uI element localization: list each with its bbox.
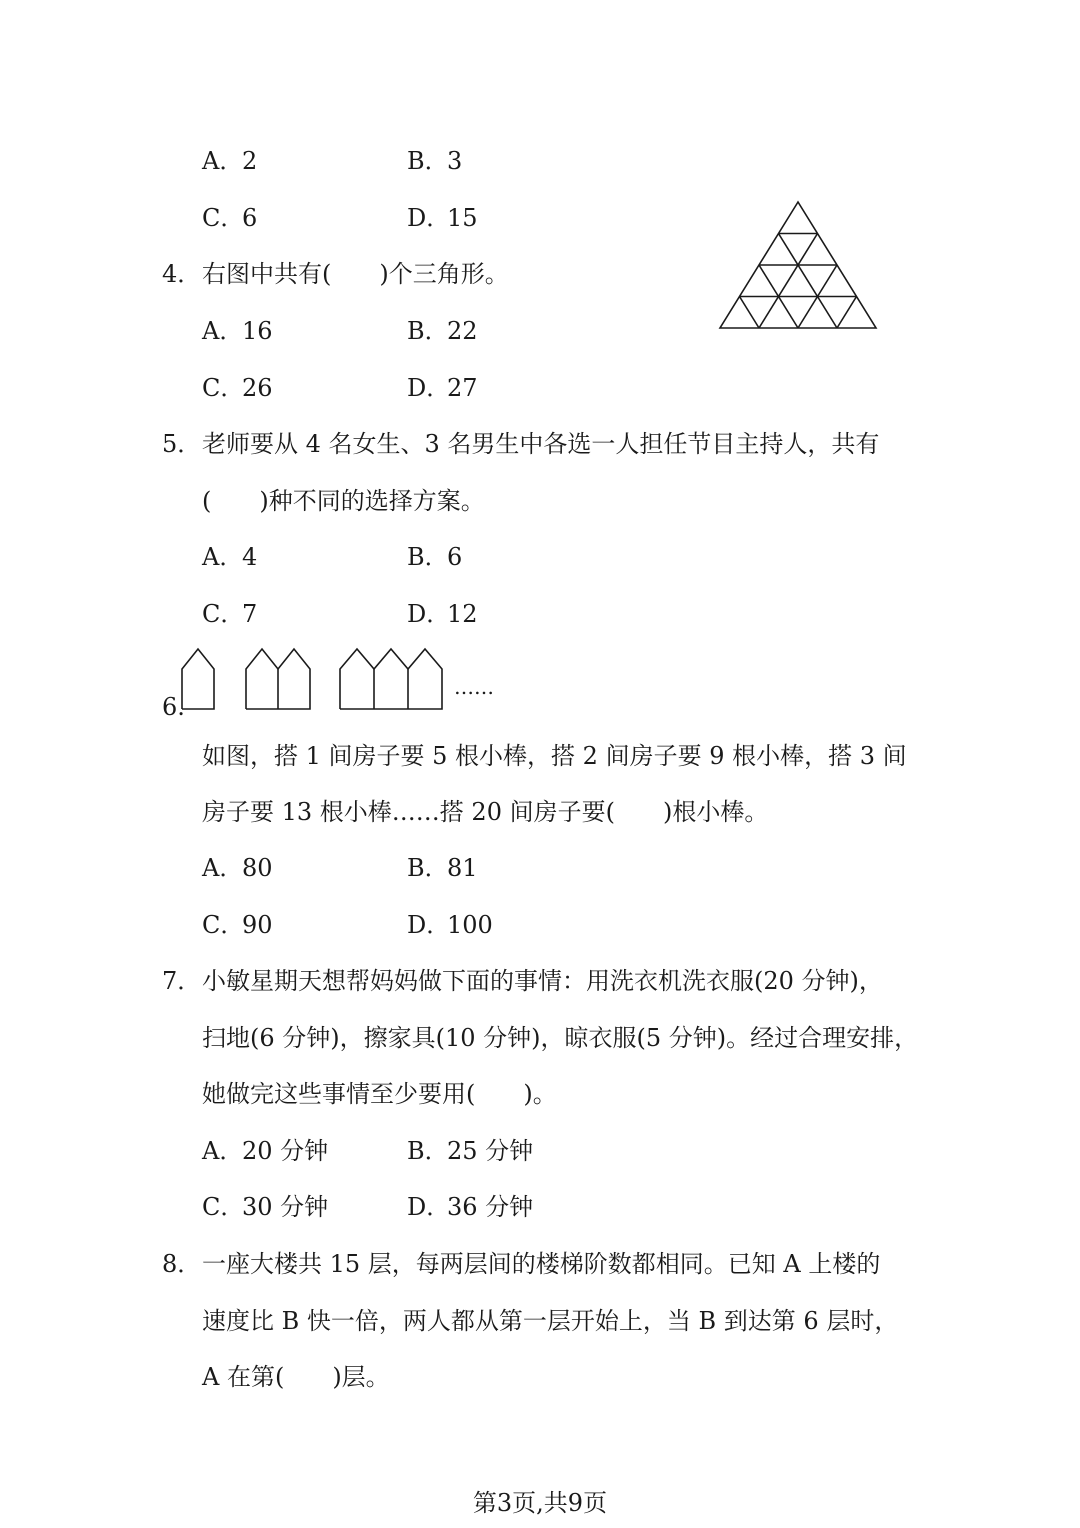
q7-option-b: B．25 分钟	[407, 1137, 534, 1165]
q5-stem-line2: ( )种不同的选择方案。	[202, 487, 485, 515]
page-footer: 第3页,共9页	[472, 1489, 608, 1517]
triangle-grid-figure	[718, 200, 878, 332]
q7-option-c: C．30 分钟	[202, 1193, 329, 1221]
q3-option-b: B．3	[407, 147, 463, 175]
q5-stem-line1: 5．老师要从 4 名女生、3 名男生中各选一人担任节目主持人，共有	[162, 430, 880, 458]
q7-stem-line3: 她做完这些事情至少要用( )。	[202, 1080, 557, 1108]
houses-figure	[178, 645, 448, 713]
q4-option-a: A．16	[202, 317, 273, 345]
q8-stem-line1: 8．一座大楼共 15 层，每两层间的楼梯阶数都相同。已知 A 上楼的	[162, 1250, 881, 1278]
q8-stem-line3: A 在第( )层。	[202, 1363, 390, 1391]
q3-option-d: D．15	[407, 204, 478, 232]
q6-stem-line2: 房子要 13 根小棒……搭 20 间房子要( )根小棒。	[202, 798, 769, 826]
q3-option-a: A．2	[202, 147, 258, 175]
q5-option-c: C．7	[202, 600, 258, 628]
q7-option-d: D．36 分钟	[407, 1193, 534, 1221]
q7-stem-line2: 扫地(6 分钟)，擦家具(10 分钟)，晾衣服(5 分钟)。经过合理安排，	[202, 1024, 919, 1052]
q8-stem-line2: 速度比 B 快一倍，两人都从第一层开始上，当 B 到达第 6 层时，	[202, 1307, 899, 1335]
q4-stem: 4．右图中共有( )个三角形。	[162, 260, 509, 288]
q4-option-c: C．26	[202, 374, 273, 402]
q6-option-d: D．100	[407, 911, 493, 939]
q4-option-b: B．22	[407, 317, 478, 345]
q6-option-c: C．90	[202, 911, 273, 939]
q5-option-a: A．4	[202, 543, 258, 571]
q6-option-b: B．81	[407, 854, 478, 882]
q7-stem-line1: 7．小敏星期天想帮妈妈做下面的事情：用洗衣机洗衣服(20 分钟)，	[162, 967, 883, 995]
q6-option-a: A．80	[202, 854, 273, 882]
q5-option-b: B．6	[407, 543, 463, 571]
q7-option-a: A．20 分钟	[202, 1137, 329, 1165]
q6-ellipsis: ……	[454, 675, 494, 699]
q6-number: 6.	[162, 693, 185, 721]
q4-option-d: D．27	[407, 374, 478, 402]
q6-stem-line1: 如图，搭 1 间房子要 5 根小棒，搭 2 间房子要 9 根小棒，搭 3 间	[202, 742, 907, 770]
q3-option-c: C．6	[202, 204, 258, 232]
q5-option-d: D．12	[407, 600, 478, 628]
